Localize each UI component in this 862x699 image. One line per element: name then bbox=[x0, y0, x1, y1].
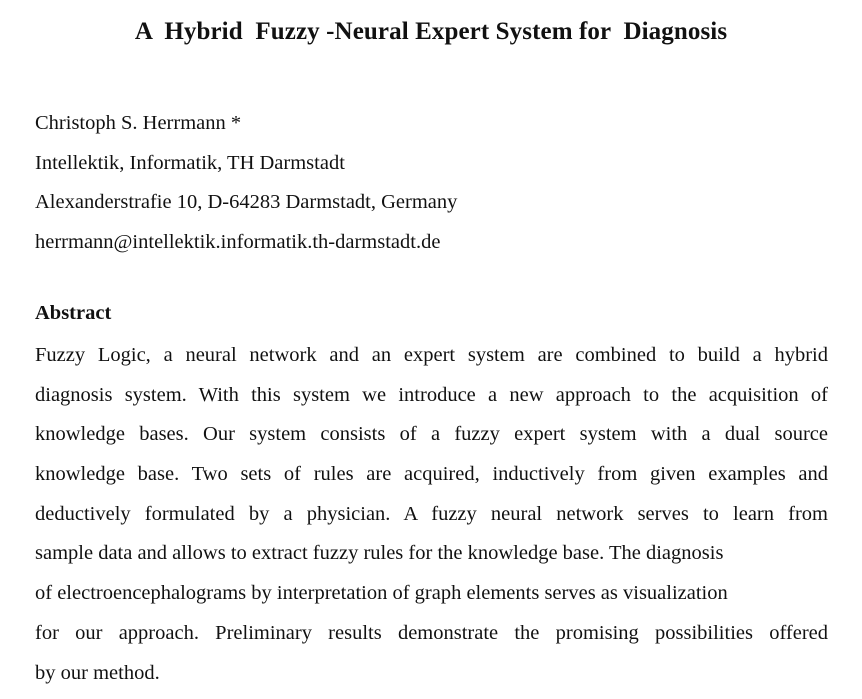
abstract-line: knowledge base. Two sets of rules are acquired, inductively from given examples and bbox=[35, 461, 828, 501]
author-block bbox=[35, 104, 457, 263]
abstract-line: knowledge bases. Our system consists of a fuzzy expert system with a dual source bbox=[35, 421, 828, 461]
abstract-heading: Abstract bbox=[35, 302, 111, 325]
abstract-line: Fuzzy Logic, a neural network and an expert system are combined to build a hybrid bbox=[35, 342, 828, 382]
author-email: herrmann@intellektik.informatik.th-darmstadt.de bbox=[35, 223, 457, 263]
paper-title: A Hybrid Fuzzy -Neural Expert System for Diagnosis bbox=[0, 18, 862, 46]
author-address: Alexanderstrafie 10, D-64283 Darmstadt, Germany bbox=[35, 183, 457, 223]
abstract-line: sample data and allows to extract fuzzy rules for the knowledge base. The diagnosis bbox=[35, 540, 828, 580]
abstract-line: deductively formulated by a physician. A fuzzy neural network serves to learn from bbox=[35, 501, 828, 541]
abstract-line: by our method. bbox=[35, 660, 828, 699]
abstract-line: diagnosis system. With this system we introduce a new approach to the acquisition of bbox=[35, 382, 828, 422]
abstract-line: for our approach. Preliminary results demonstrate the promising possibilities offered bbox=[35, 620, 828, 660]
author-name: Christoph S. Herrmann * bbox=[35, 104, 457, 144]
abstract-line: of electroencephalograms by interpretation of graph elements serves as visualization bbox=[35, 580, 828, 620]
author-affiliation: Intellektik, Informatik, TH Darmstadt bbox=[35, 144, 457, 184]
abstract-body bbox=[35, 342, 828, 699]
